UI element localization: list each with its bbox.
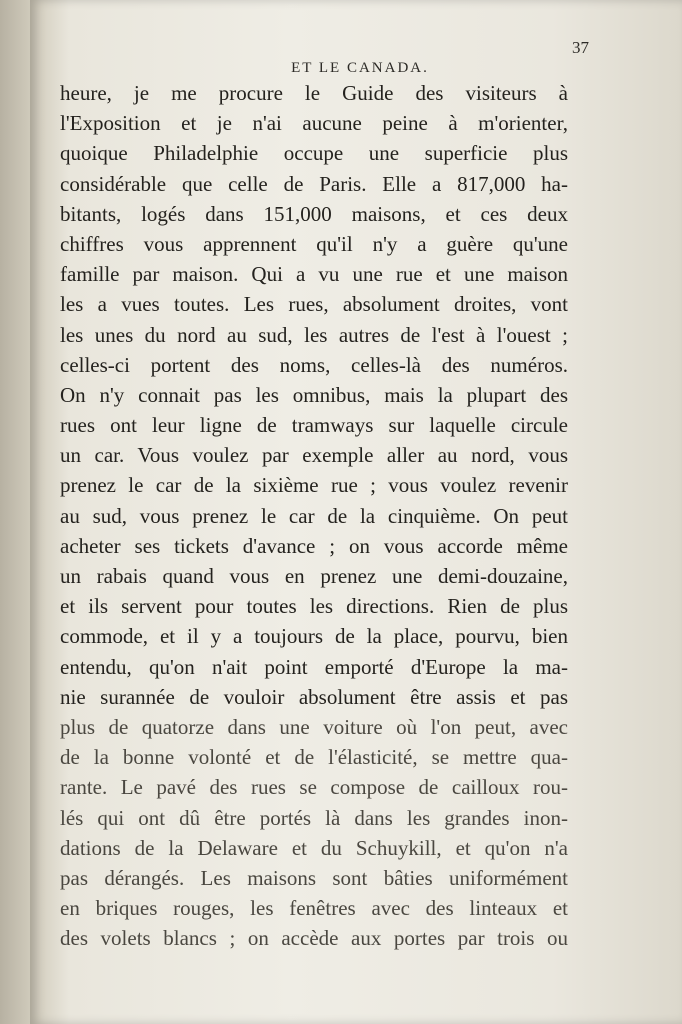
text-line: un car. Vous voulez par exemple aller au nord, vous — [60, 443, 568, 468]
text-line: considérable que celle de Paris. Elle a 817,000 ha- — [60, 171, 568, 196]
text-line: lés qui ont dû être portés là dans les grandes inon- — [60, 805, 568, 830]
text-line: bitants, logés dans 151,000 maisons, et ces deux — [60, 201, 568, 226]
text-line: au sud, vous prenez le car de la cinquième. On peut — [60, 503, 568, 528]
text-line: prenez le car de la sixième rue ; vous voulez revenir — [60, 473, 568, 498]
running-head: ET LE CANADA. — [291, 60, 429, 76]
text-line: les a vues toutes. Les rues, absolument droites, vont — [60, 292, 568, 317]
text-line: des volets blancs ; on accède aux portes par trois ou — [60, 926, 568, 951]
body-text — [60, 78, 568, 953]
text-line: entendu, qu'on n'ait point emporté d'Europe la ma- — [60, 654, 568, 679]
text-line: rues ont leur ligne de tramways sur laquelle circule — [60, 413, 568, 438]
text-line: celles-ci portent des noms, celles-là des numéros. — [60, 352, 568, 377]
text-line: rante. Le pavé des rues se compose de cailloux rou- — [60, 775, 568, 800]
text-line: chiffres vous apprennent qu'il n'y a guère qu'une — [60, 231, 568, 256]
text-line: plus de quatorze dans une voiture où l'on peut, avec — [60, 714, 568, 739]
text-line: On n'y connait pas les omnibus, mais la plupart des — [60, 382, 568, 407]
text-line: quoique Philadelphie occupe une superficie plus — [60, 141, 568, 166]
text-line: commode, et il y a toujours de la place, pourvu, bien — [60, 624, 568, 649]
text-line: en briques rouges, les fenêtres avec des linteaux et — [60, 896, 568, 921]
text-line: famille par maison. Qui a vu une rue et une maison — [60, 262, 568, 287]
page-number: 37 — [572, 38, 589, 57]
book-spine-shadow — [0, 0, 30, 1024]
text-line: l'Exposition et je n'ai aucune peine à m'orienter, — [60, 111, 568, 136]
text-line: acheter ses tickets d'avance ; on vous accorde même — [60, 533, 568, 558]
text-line: et ils servent pour toutes les directions. Rien de plus — [60, 594, 568, 619]
text-line: heure, je me procure le Guide des visiteurs à — [60, 81, 568, 105]
text-line: de la bonne volonté et de l'élasticité, se mettre qua- — [60, 745, 568, 770]
text-line: les unes du nord au sud, les autres de l'est à l'ouest ; — [60, 322, 568, 347]
text-line: nie surannée de vouloir absolument être assis et pas — [60, 684, 568, 709]
text-line: un rabais quand vous en prenez une demi-douzaine, — [60, 564, 568, 588]
text-line: pas dérangés. Les maisons sont bâties uniformément — [60, 865, 568, 890]
text-line: dations de la Delaware et du Schuykill, et qu'on n'a — [60, 835, 568, 860]
